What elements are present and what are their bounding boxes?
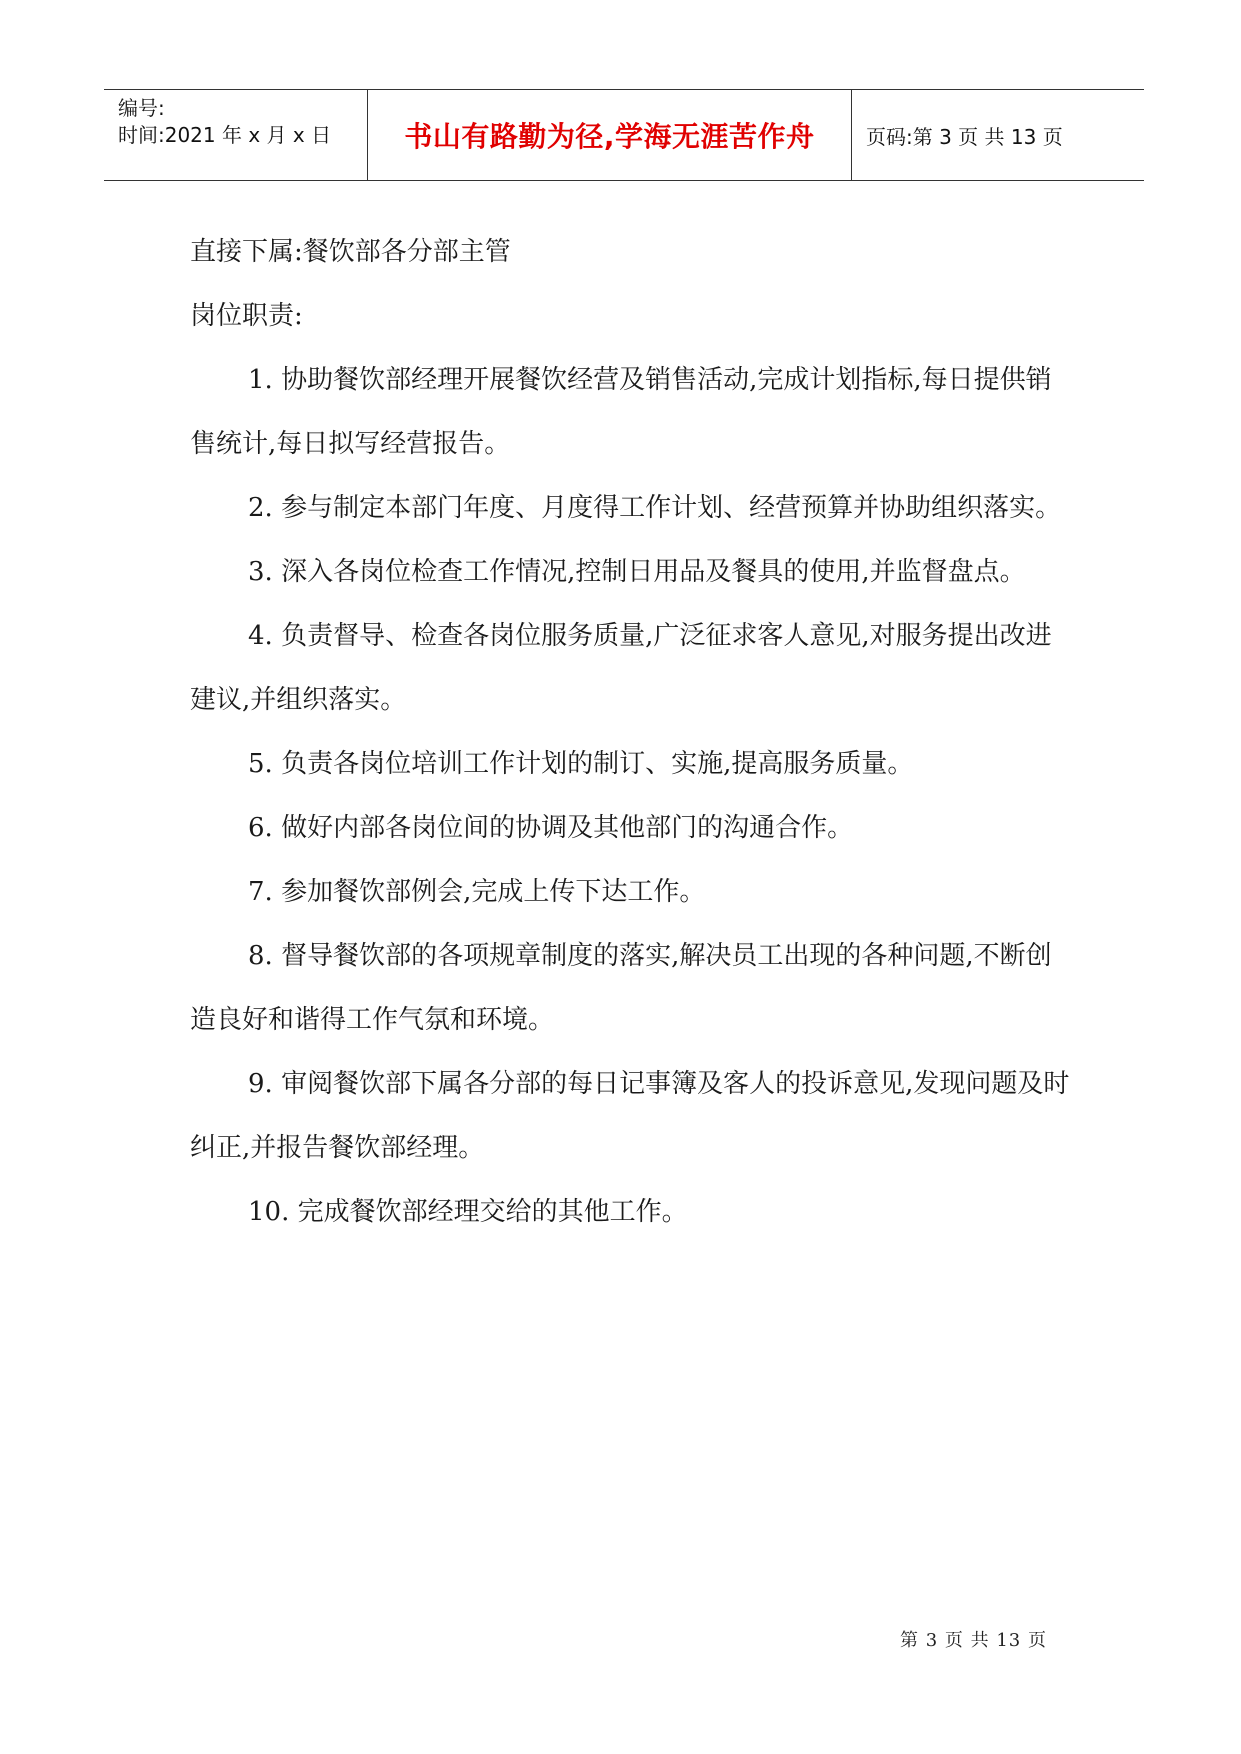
duty-item-number: 6.	[248, 813, 273, 843]
duty-item-text: 参加餐饮部例会,完成上传下达工作。	[281, 877, 706, 907]
page-footer: 第 3 页 共 13 页	[900, 1630, 1047, 1651]
duty-item-number: 3.	[248, 557, 273, 587]
duty-item	[190, 860, 1070, 924]
duty-item-number: 7.	[248, 877, 273, 907]
header-meta-cell	[104, 90, 368, 180]
header-time-label: 时间:2021 年 x 月 x 日	[118, 123, 332, 147]
duty-item	[190, 924, 1070, 1052]
duty-item	[190, 348, 1070, 476]
duty-item-text: 深入各岗位检查工作情况,控制日用品及餐具的使用,并监督盘点。	[281, 557, 1026, 587]
duty-item-text: 参与制定本部门年度、月度得工作计划、经营预算并协助组织落实。	[281, 493, 1062, 523]
header-number-label: 编号:	[118, 96, 165, 120]
duty-item-number: 2.	[248, 493, 273, 523]
document-header	[104, 89, 1144, 181]
header-page-info: 页码:第 3 页 共 13 页	[866, 124, 1063, 149]
duty-item-number: 5.	[248, 749, 273, 779]
duty-item-number: 10.	[248, 1197, 290, 1227]
duty-item-number: 1.	[248, 365, 273, 395]
duty-item-text: 做好内部各岗位间的协调及其他部门的沟通合作。	[281, 813, 854, 843]
duty-item-number: 8.	[248, 941, 273, 971]
duty-item	[190, 732, 1070, 796]
document-body	[190, 220, 1070, 1244]
duties-heading: 岗位职责:	[190, 301, 303, 331]
duty-item	[190, 1052, 1070, 1180]
duty-item-text: 审阅餐饮部下属各分部的每日记事簿及客人的投诉意见,发现问题及时纠正,并报告餐饮部经理。	[190, 1069, 1070, 1163]
duty-item-text: 协助餐饮部经理开展餐饮经营及销售活动,完成计划指标,每日提供销售统计,每日拟写经营报告。	[190, 365, 1052, 459]
duty-item	[190, 540, 1070, 604]
subordinate-line: 直接下属:餐饮部各分部主管	[190, 237, 511, 267]
duty-item-number: 9.	[248, 1069, 273, 1099]
duty-item-text: 督导餐饮部的各项规章制度的落实,解决员工出现的各种问题,不断创造良好和谐得工作气氛和环境。	[190, 941, 1052, 1035]
duty-item	[190, 1180, 1070, 1244]
duty-item-text: 负责督导、检查各岗位服务质量,广泛征求客人意见,对服务提出改进建议,并组织落实。	[190, 621, 1052, 715]
duty-item	[190, 476, 1070, 540]
duty-item	[190, 604, 1070, 732]
duty-item-text: 负责各岗位培训工作计划的制订、实施,提高服务质量。	[281, 749, 914, 779]
header-slogan: 书山有路勤为径,学海无涯苦作舟	[368, 90, 852, 180]
duty-item-number: 4.	[248, 621, 273, 651]
duty-item-text: 完成餐饮部经理交给的其他工作。	[297, 1197, 688, 1227]
duty-item	[190, 796, 1070, 860]
